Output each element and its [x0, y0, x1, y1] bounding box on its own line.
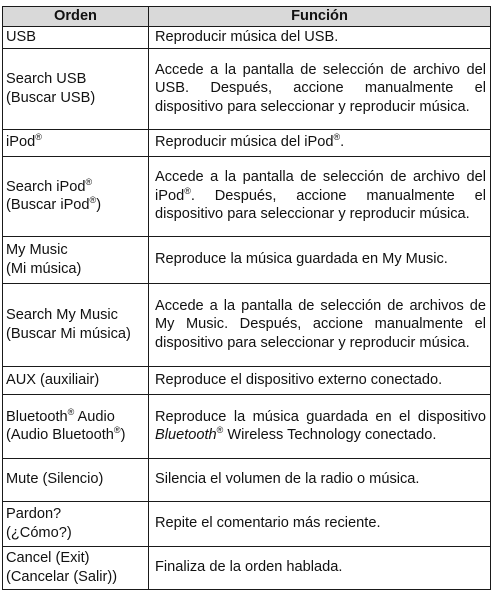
command-table-wrapper	[2, 6, 490, 590]
command-text: Cancel (Exit)	[6, 550, 90, 566]
table-row	[3, 547, 491, 590]
table-row	[3, 157, 491, 237]
command-text: USB	[6, 28, 37, 45]
command-translation: (Buscar Mi música)	[6, 325, 131, 342]
command-translation: (Buscar iPod®)	[6, 195, 102, 213]
function-cell	[149, 130, 491, 157]
command-cell	[3, 284, 149, 367]
command-cell	[3, 237, 149, 284]
function-text: Repite el comentario más reciente.	[155, 515, 381, 532]
command-cell	[3, 547, 149, 590]
command-cell	[3, 395, 149, 459]
function-text: Reproduce el dispositivo externo conectado.	[155, 371, 443, 388]
voice-command-table	[2, 6, 491, 590]
function-cell	[149, 367, 491, 395]
command-cell	[3, 49, 149, 130]
command-text: Bluetooth® Audio	[6, 406, 115, 425]
table-row	[3, 367, 491, 395]
function-cell	[149, 284, 491, 367]
command-text: Search USB	[6, 71, 87, 87]
command-text: Pardon?	[6, 506, 62, 522]
function-text: Reproducir música del USB.	[155, 28, 339, 45]
command-cell	[3, 459, 149, 502]
command-text: Mute (Silencio)	[6, 471, 104, 488]
command-text: AUX (auxiliair)	[6, 371, 100, 388]
table-row	[3, 130, 491, 157]
command-text: iPod®	[6, 132, 42, 151]
function-text: Accede a la pantalla de selección de archivo del iPod®. Después, accione manualmente el dispositivo para seleccionar y reproducir música.	[155, 169, 486, 223]
command-translation: (Cancelar (Salir))	[6, 568, 118, 585]
function-cell	[149, 502, 491, 547]
table-row	[3, 502, 491, 547]
command-cell	[3, 367, 149, 395]
table-row	[3, 395, 491, 459]
command-cell	[3, 157, 149, 237]
function-cell	[149, 157, 491, 237]
table-row	[3, 459, 491, 502]
function-cell	[149, 459, 491, 502]
command-text: Search iPod®	[6, 176, 93, 195]
header-function: Función	[149, 7, 491, 27]
function-cell	[149, 49, 491, 130]
header-row	[3, 7, 491, 27]
function-text: Accede a la pantalla de selección de archivos de My Music. Después, accione manualmente el dispositivo para seleccionar y reproducir música.	[155, 297, 486, 351]
function-cell	[149, 26, 491, 49]
function-text: Reproducir música del iPod®.	[155, 132, 345, 151]
command-text: Search My Music	[6, 307, 118, 323]
function-text: Accede a la pantalla de selección de archivo del USB. Después, accione manualmente el dispositivo para seleccionar y reproducir música.	[155, 61, 486, 115]
command-cell	[3, 130, 149, 157]
command-cell	[3, 502, 149, 547]
command-translation: (Audio Bluetooth®)	[6, 425, 126, 443]
command-translation: (Mi música)	[6, 260, 82, 277]
table-row	[3, 26, 491, 49]
function-cell	[149, 547, 491, 590]
header-order: Orden	[3, 7, 149, 27]
table-row	[3, 284, 491, 367]
function-text: Reproduce la música guardada en el dispositivo Bluetooth® Wireless Technology conectado.	[155, 408, 486, 443]
table-row	[3, 49, 491, 130]
function-text: Finaliza de la orden hablada.	[155, 559, 343, 576]
table-row	[3, 237, 491, 284]
function-text: Reproduce la música guardada en My Music.	[155, 251, 448, 268]
command-translation: (Buscar USB)	[6, 89, 96, 106]
command-cell	[3, 26, 149, 49]
function-text: Silencia el volumen de la radio o música.	[155, 471, 420, 488]
function-cell	[149, 395, 491, 459]
command-text: My Music	[6, 242, 68, 258]
command-translation: (¿Cómo?)	[6, 524, 72, 541]
function-cell	[149, 237, 491, 284]
